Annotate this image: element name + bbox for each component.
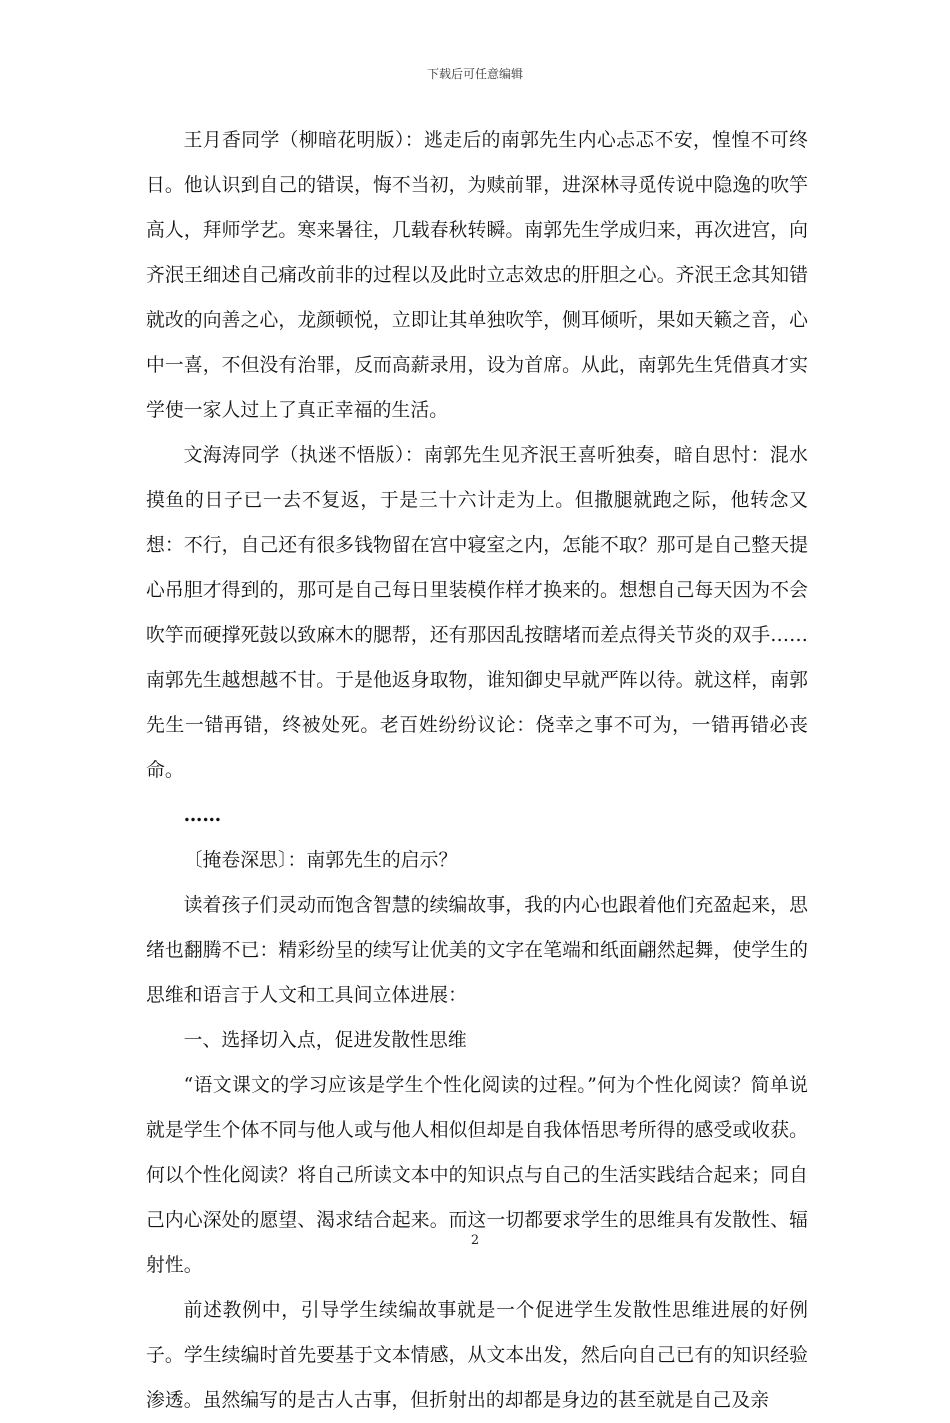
paragraph-personalized-reading: “语文课文的学习应该是学生个性化阅读的过程。”何为个性化阅读？简单说就是学生个体不同与他人或与他人相似但却是自我体悟思考所得的感受或收获。何以个性化阅读？将自己所读文本中的知识点与自己的生活实践结合起来；同自己内心深处的愿望、渴求结合起来。而这一切都要求学生的思维具有发散性、辐射性。 — [146, 1075, 808, 1276]
page-header: 下载后可任意编辑 — [426, 67, 523, 81]
paragraph-reflection-heading: 〔掩卷深思〕：南郭先生的启示？ — [183, 850, 458, 871]
section-heading-divergent-thinking: 一、选择切入点，促进发散性思维 — [183, 1030, 467, 1051]
document-body — [146, 118, 808, 1423]
paragraph-wen-haitao: 文海涛同学（执迷不悟版）：南郭先生见齐泯王喜听独奏，暗自思忖：混水摸鱼的日子已一去不复返，于是三十六计走为上。但撒腿就跑之际，他转念又想：不行，自己还有很多钱物留在宫中寝室之内，怎能不取？那可是自己整天提心吊胆才得到的，那可是自己每日里装模作样才换来的。想想自己每天因为不会吹竽而硬撑死鼓以致麻木的腮帮，还有那因乱按瞎堵而差点得关节炎的双手……南郭先生越想越不甘。于是他返身取物，谁知御史早就严阵以待。就这样，南郭先生一错再错，终被处死。老百姓纷纷议论：侥幸之事不可为，一错再错必丧命。 — [146, 445, 808, 781]
paragraph-ellipsis: …… — [183, 804, 222, 826]
page-number: 2 — [470, 1233, 480, 1248]
paragraph-wang-yuexiang: 王月香同学（柳暗花明版）：逃走后的南郭先生内心忐忑不安，惶惶不可终日。他认识到自己的错误，悔不当初，为赎前罪，进深林寻觅传说中隐逸的吹竽高人，拜师学艺。寒来暑往，几载春秋转瞬。南郭先生学成归来，再次进宫，向齐泯王细述自己痛改前非的过程以及此时立志效忠的肝胆之心。齐泯王念其知错就改的向善之心，龙颜顿悦，立即让其单独吹竽，侧耳倾听，果如天籁之音，心中一喜，不但没有治罪，反而高薪录用，设为首席。从此，南郭先生凭借真才实学使一家人过上了真正幸福的生活。 — [146, 130, 808, 421]
paragraph-reflection-intro: 读着孩子们灵动而饱含智慧的续编故事，我的内心也跟着他们充盈起来，思绪也翻腾不已：精彩纷呈的续写让优美的文字在笔端和纸面翩然起舞，使学生的思维和语言于人文和工具间立体进展： — [146, 895, 808, 1006]
paragraph-teaching-example: 前述教例中，引导学生续编故事就是一个促进学生发散性思维进展的好例子。学生续编时首先要基于文本情感，从文本出发，然后向自己已有的知识经验渗透。虽然编写的是古人古事，但折射出的却都是身边的甚至就是自己及亲 — [146, 1300, 808, 1411]
